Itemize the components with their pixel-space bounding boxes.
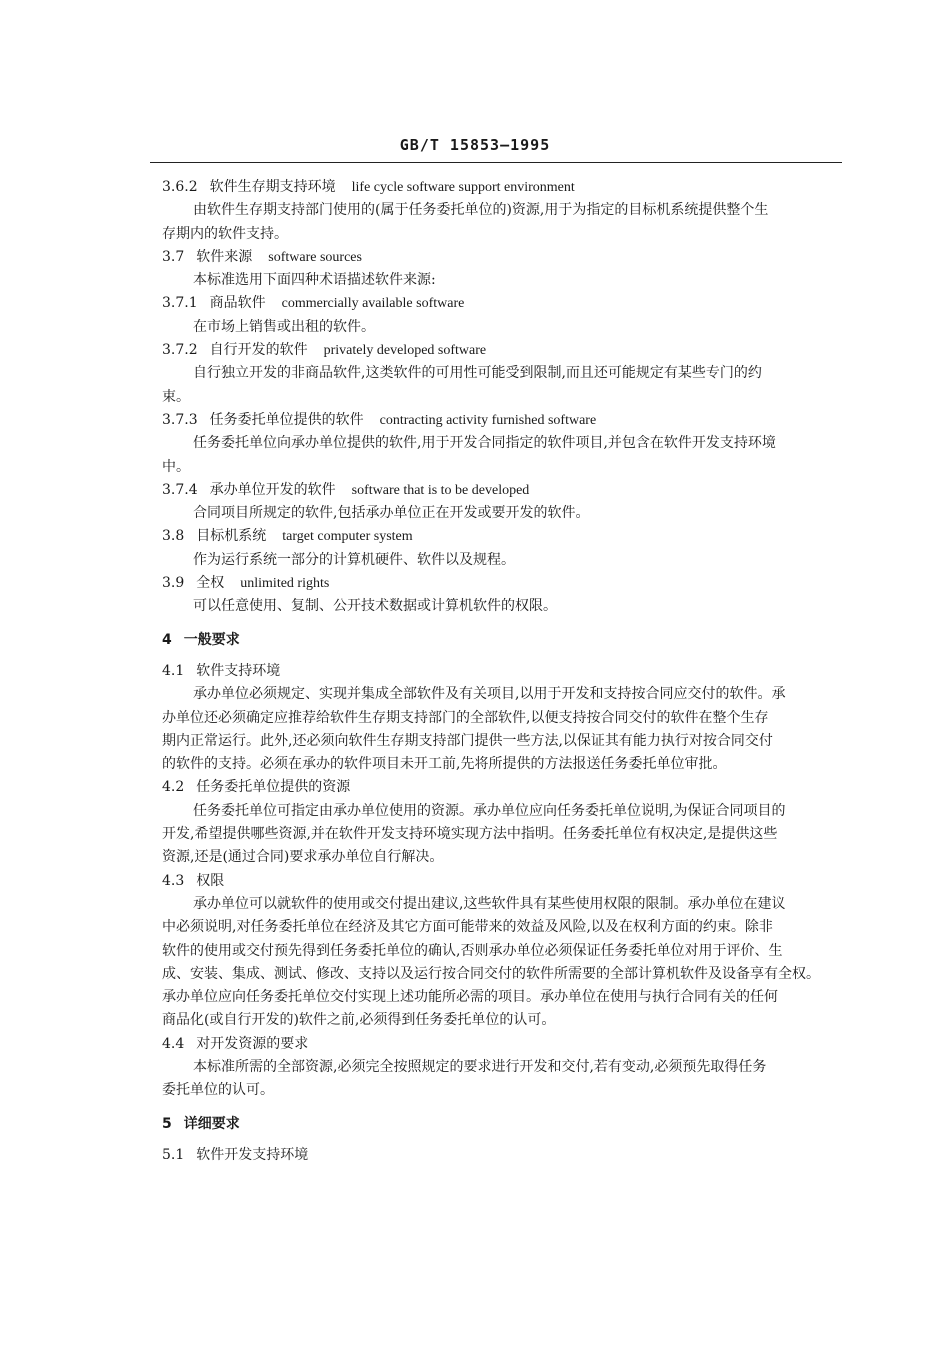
clause-number: 3.7.1 (162, 295, 198, 312)
clause-number: 4.1 (162, 662, 185, 679)
clause-4-4-heading (162, 1033, 852, 1056)
clause-title: 软件开发支持环境 (196, 1146, 309, 1163)
clause-number: 3.9 (162, 575, 185, 592)
section-4-heading (162, 629, 852, 652)
text-line: 任务委托单位可指定由承办单位使用的资源。承办单位应向任务委托单位说明,为保证合同项目的 (193, 802, 786, 819)
text-line: 由软件生存期支持部门使用的(属于任务委托单位的)资源,用于为指定的目标机系统提供整个生 (193, 202, 769, 219)
clause-5-1-heading (162, 1144, 852, 1167)
clause-number: 3.7.4 (162, 481, 198, 498)
text-line: 承办单位必须规定、实现并集成全部软件及有关项目,以用于开发和支持按合同应交付的软件。承 (193, 686, 786, 703)
term-3-7-3 (162, 409, 852, 432)
header-rule (150, 162, 842, 163)
section-5-heading (162, 1113, 852, 1136)
term-zh: 目标机系统 (196, 528, 267, 545)
term-zh: 自行开发的软件 (209, 342, 308, 359)
section-number: 4 (162, 631, 172, 648)
term-3-9 (162, 572, 852, 595)
text-line: 中。 (162, 458, 190, 475)
term-3-7 (162, 246, 852, 269)
clause-title: 软件支持环境 (196, 662, 281, 679)
text-line: 商品化(或自行开发的)软件之前,必须得到任务委托单位的认可。 (162, 1012, 556, 1029)
text-line: 承办单位应向任务委托单位交付实现上述功能所必需的项目。承办单位在使用与执行合同有关的任何 (162, 989, 778, 1006)
section-number: 5 (162, 1115, 172, 1132)
document-body (162, 176, 852, 1167)
text-line: 存期内的软件支持。 (162, 225, 288, 242)
term-3-7-4 (162, 479, 852, 502)
text-line: 可以任意使用、复制、公开技术数据或计算机软件的权限。 (193, 598, 557, 615)
text-line: 束。 (162, 388, 190, 405)
text-line: 合同项目所规定的软件,包括承办单位正在开发或要开发的软件。 (193, 505, 590, 522)
text-line: 在市场上销售或出租的软件。 (193, 318, 375, 335)
clause-number: 4.4 (162, 1035, 185, 1052)
text-line: 承办单位可以就软件的使用或交付提出建议,这些软件具有某些使用权限的限制。承办单位在建议 (193, 895, 786, 912)
term-zh: 任务委托单位提供的软件 (209, 411, 364, 428)
text-line: 本标准所需的全部资源,必须完全按照规定的要求进行开发和交付,若有变动,必须预先取得任务 (193, 1058, 767, 1075)
term-3-7-2 (162, 339, 852, 362)
clause-number: 3.8 (162, 528, 185, 545)
clause-title: 对开发资源的要求 (196, 1035, 309, 1052)
text-line: 任务委托单位向承办单位提供的软件,用于开发合同指定的软件项目,并包含在软件开发支持环境 (193, 435, 776, 452)
term-en: contracting activity furnished software (379, 412, 597, 428)
term-zh: 软件来源 (196, 248, 253, 265)
clause-number: 3.7.3 (162, 411, 198, 428)
clause-number: 3.7 (162, 248, 185, 265)
term-en: unlimited rights (240, 576, 330, 592)
clause-4-2-heading (162, 776, 852, 799)
text-line: 委托单位的认可。 (162, 1082, 274, 1099)
section-title: 一般要求 (183, 631, 240, 648)
clause-number: 4.3 (162, 872, 185, 889)
text-line: 的软件的支持。必须在承办的软件项目未开工前,先将所提供的方法报送任务委托单位审批。 (162, 756, 727, 773)
clause-4-3-heading (162, 870, 852, 893)
clause-4-1-heading (162, 660, 852, 683)
term-3-6-2 (162, 176, 852, 199)
text-line: 作为运行系统一部分的计算机硬件、软件以及规程。 (193, 551, 515, 568)
term-zh: 软件生存期支持环境 (209, 179, 336, 195)
text-line: 成、安装、集成、测试、修改、支持以及运行按合同交付的软件所需要的全部计算机软件及设备享有全权。 (162, 965, 820, 982)
text-line: 本标准选用下面四种术语描述软件来源: (193, 272, 436, 289)
term-en: privately developed software (323, 343, 487, 359)
clause-title: 权限 (196, 872, 225, 889)
term-zh: 商品软件 (209, 295, 266, 312)
term-zh: 全权 (196, 575, 225, 592)
clause-number: 3.6.2 (162, 179, 198, 195)
term-zh: 承办单位开发的软件 (209, 481, 336, 498)
text-line: 自行独立开发的非商品软件,这类软件的可用性可能受到限制,而且还可能规定有某些专门的约 (193, 365, 762, 382)
text-line: 软件的使用或交付预先得到任务委托单位的确认,否则承办单位必须保证任务委托单位对用于评价、生 (162, 942, 783, 959)
section-title: 详细要求 (183, 1115, 240, 1132)
term-en: target computer system (282, 529, 413, 545)
text-line: 期内正常运行。此外,还必须向软件生存期支持部门提供一些方法,以保证其有能力执行对按合同交付 (162, 732, 773, 749)
clause-number: 5.1 (162, 1146, 185, 1163)
term-3-7-1 (162, 292, 852, 315)
clause-title: 任务委托单位提供的资源 (196, 779, 351, 796)
term-en: software that is to be developed (351, 482, 530, 498)
clause-number: 4.2 (162, 779, 185, 796)
term-en: software sources (268, 249, 362, 265)
text-line: 办单位还必须确定应推荐给软件生存期支持部门的全部软件,以便支持按合同交付的软件在整个生存 (162, 709, 769, 726)
term-en: commercially available software (281, 296, 465, 312)
text-line: 开发,希望提供哪些资源,并在软件开发支持环境实现方法中指明。任务委托单位有权决定,是提供这些 (162, 826, 778, 843)
standard-code-header: GB/T 15853—1995 (399, 136, 551, 154)
text-line: 中必须说明,对任务委托单位在经济及其它方面可能带来的效益及风险,以及在权利方面的约束。除非 (162, 919, 773, 936)
text-line: 资源,还是(通过合同)要求承办单位自行解决。 (162, 849, 444, 866)
term-3-8 (162, 525, 852, 548)
term-en: life cycle software support environment (351, 180, 575, 195)
clause-number: 3.7.2 (162, 342, 198, 359)
